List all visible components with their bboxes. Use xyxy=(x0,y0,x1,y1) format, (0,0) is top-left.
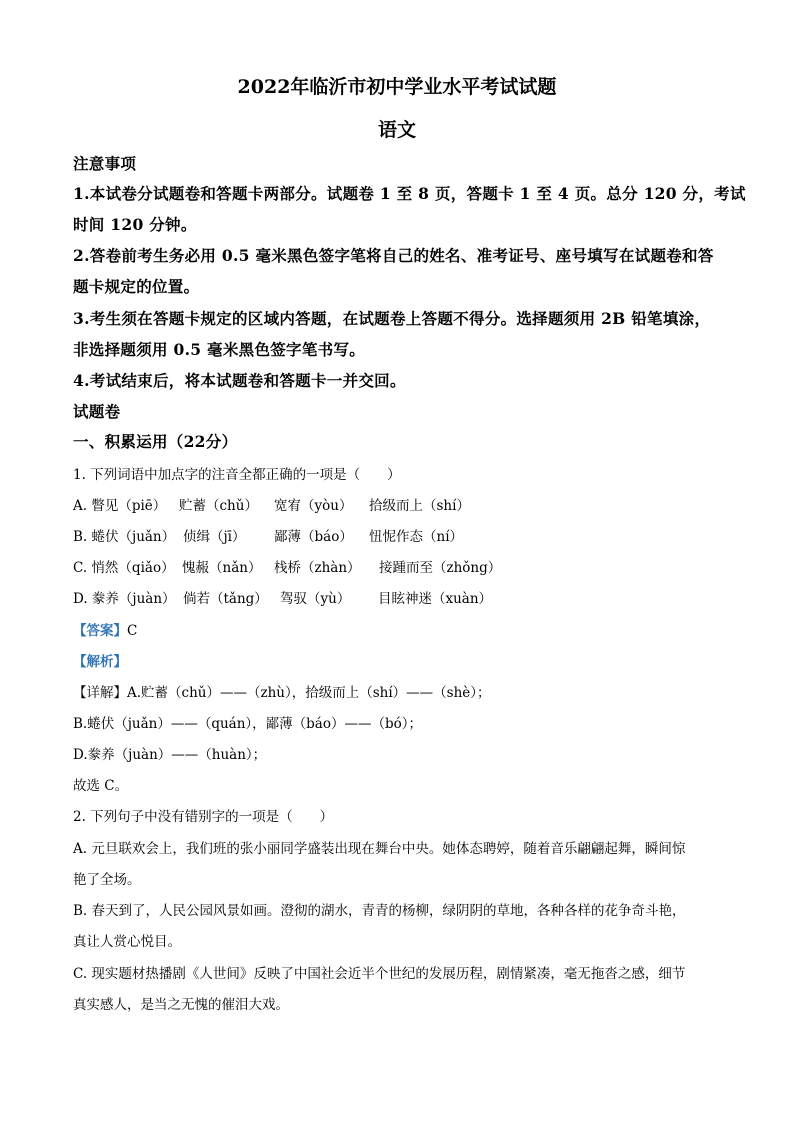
answer-tag: 【答案】 xyxy=(73,623,127,639)
option-word: D. 豢养（juàn） xyxy=(73,591,176,607)
detail-line: D.豢养（juàn）——（huàn）； xyxy=(73,747,267,763)
notice-line: 3.考生须在答题卡规定的区域内答题，在试题卷上答题不得分。选择题须用 2B 铅笔填涂， xyxy=(73,309,711,328)
question-2-line: 真实感人，是当之无愧的催泪大戏。 xyxy=(73,997,289,1013)
notice-line: 2.答卷前考生务必用 0.5 毫米黑色签字笔将自己的姓名、准考证号、座号填写在试题卷和答 xyxy=(73,246,714,265)
notice-heading: 注意事项 xyxy=(73,154,137,173)
option-word: 驾驭（yù） xyxy=(280,591,351,607)
detail-line: B.蜷伏（juǎn）——（quán），鄙薄（báo）——（bó）； xyxy=(73,716,423,732)
detail-text: A.贮蓄（chǔ）——（zhù），拾级而上（shí）——（shè）； xyxy=(127,685,491,701)
detail-tag: 【详解】 xyxy=(73,685,127,701)
answer-line xyxy=(73,619,137,639)
option-word: C. 悄然（qiǎo） xyxy=(73,560,175,576)
option-word: 忸怩作态（ní） xyxy=(369,529,464,545)
analysis-tag: 【解析】 xyxy=(73,654,127,670)
option-word: 鄙薄（báo） xyxy=(274,529,353,545)
notice-line: 非选择题须用 0.5 毫米黑色签字笔书写。 xyxy=(73,340,366,359)
option-word: 愧赧（nǎn） xyxy=(182,560,262,576)
option-word: 侦缉（jī） xyxy=(183,529,246,545)
question-1-option-c xyxy=(73,556,501,576)
option-word: 宽宥（yòu） xyxy=(274,498,353,514)
notice-line: 题卡规定的位置。 xyxy=(73,277,200,296)
option-word: 贮蓄（chǔ） xyxy=(179,498,258,514)
option-word: B. 蜷伏（juǎn） xyxy=(73,529,176,545)
page-title: 2022年临沂市初中学业水平考试试题 xyxy=(237,76,557,98)
option-word: 接踵而至（zhǒng） xyxy=(379,560,502,576)
detail-line xyxy=(73,681,491,701)
option-word: 目眩神迷（xuàn） xyxy=(378,591,493,607)
notice-line: 时间 120 分钟。 xyxy=(73,215,197,234)
answer-value: C xyxy=(127,623,138,639)
question-2-line: C. 现实题材热播剧《人世间》反映了中国社会近半个世纪的发展历程，剧情紧凑，毫无拖沓之感，细节 xyxy=(73,966,686,982)
notice-line: 1.本试卷分试题卷和答题卡两部分。试题卷 1 至 8 页，答题卡 1 至 4 页。总分 120 分，考试 xyxy=(73,184,746,203)
section-heading: 一、积累运用（22分） xyxy=(73,432,238,451)
question-2-line: A. 元旦联欢会上，我们班的张小丽同学盛装出现在舞台中央。她体态聘婷，随着音乐翩翩起舞，瞬间惊 xyxy=(73,841,686,857)
analysis-line xyxy=(73,650,127,670)
question-1-option-d xyxy=(73,587,492,607)
question-1-option-b xyxy=(73,525,463,545)
notice-line: 4.考试结束后，将本试题卷和答题卡一并交回。 xyxy=(73,371,406,390)
question-1-stem: 1. 下列词语中加点字的注音全都正确的一项是（ ） xyxy=(73,467,401,483)
detail-line: 故选 C。 xyxy=(73,778,129,794)
option-word: 拾级而上（shí） xyxy=(369,498,470,514)
paper-heading: 试题卷 xyxy=(73,402,121,421)
option-word: A. 瞥见（piē） xyxy=(73,498,167,514)
subject-title: 语文 xyxy=(377,119,416,141)
question-1-option-a xyxy=(73,494,470,514)
option-word: 栈桥（zhàn） xyxy=(274,560,361,576)
question-2-line: B. 春天到了，人民公园风景如画。澄彻的湖水，青青的杨柳，绿阴阴的草地，各种各样的花争奇斗艳， xyxy=(73,903,686,919)
question-2-line: 艳了全场。 xyxy=(73,872,141,888)
question-2-line: 真让人赏心悦目。 xyxy=(73,934,181,950)
question-2-stem: 2. 下列句子中没有错别字的一项是（ ） xyxy=(73,809,334,825)
option-word: 倘若（tǎng） xyxy=(183,591,268,607)
